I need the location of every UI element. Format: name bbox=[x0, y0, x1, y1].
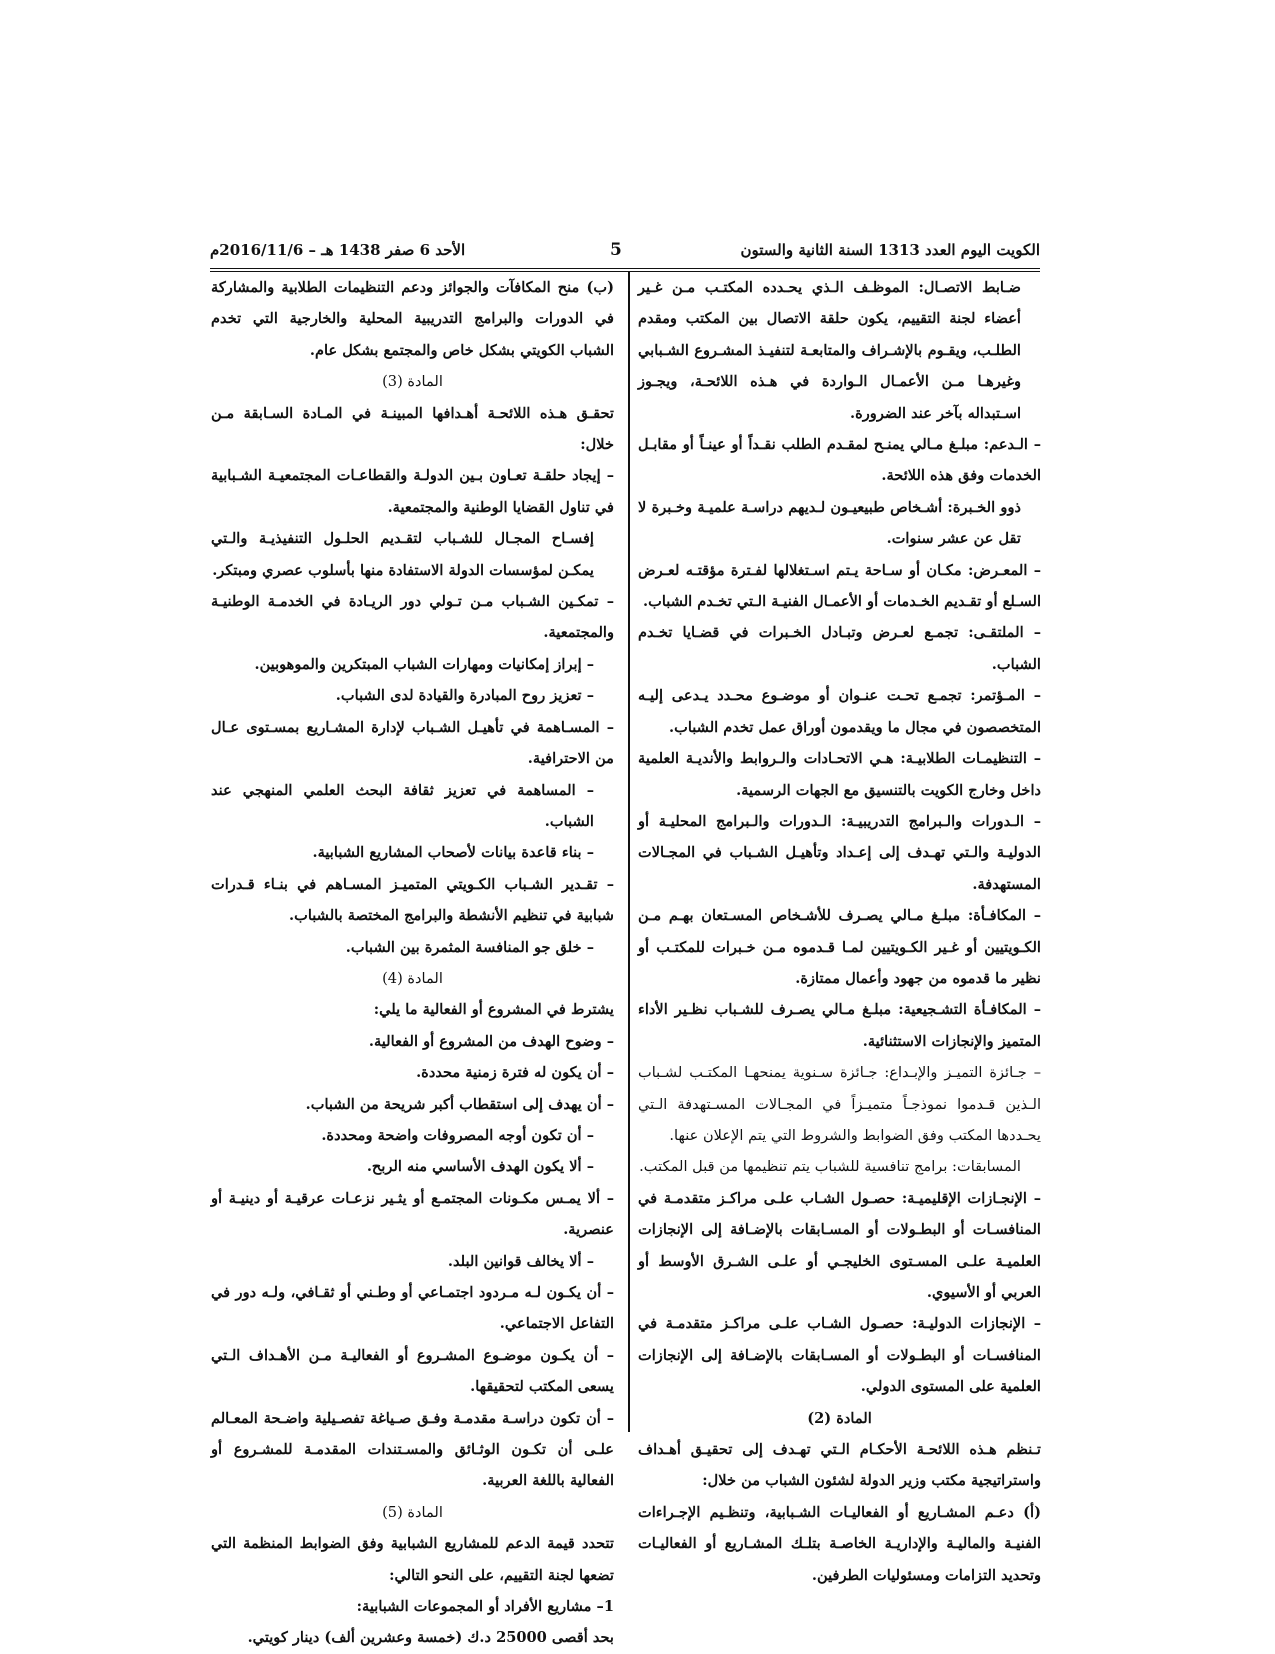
article-5-item: 1– مشاريع الأفراد أو المجموعات الشبابية: bbox=[356, 1598, 614, 1616]
definition-regional-achievements: – الإنجـازات الإقليميـة: حصـول الشـاب علـى مراكـز متقدمـة في المنافسـات أو البطـولات أو المسـابقات بالإضـافة إلى الإنجازات العلميـة علـى المسـتوى الخليجـي أو علـى الشـرق الأوسط أو العربي أو الأسيوي. bbox=[638, 1189, 1041, 1301]
article-4-item: – أن تكون دراسـة مقدمـة وفـق صـياغة تفصـيلية واضـحة المعـالم علـى أن تكـون الوثـائق والمسـتندات المقدمـة للمشـروع أو الفعالية باللغة العربية. bbox=[211, 1409, 614, 1490]
article-4-item: – أن يكون له فترة زمنية محددة. bbox=[416, 1064, 614, 1082]
article-4-item: – أن يكـون لـه مـردود اجتمـاعي أو وطـني أو ثقـافي، ولـه دور في التفاعل الاجتماعي. bbox=[211, 1284, 614, 1333]
definition-competitions: المسابقات: برامج تنافسية للشباب يتم تنظيمها من قبل المكتب. bbox=[639, 1158, 1021, 1176]
article-4-item: – أن يهدف إلى استقطاب أكبر شريحة من الشباب. bbox=[305, 1095, 614, 1113]
article-4-item: – وضوح الهدف من المشروع أو الفعالية. bbox=[368, 1032, 614, 1050]
article-3-item: – بناء قاعدة بيانات لأصحاب المشاريع الشبابية. bbox=[312, 844, 594, 862]
article-5-heading: المادة (5) bbox=[382, 1503, 443, 1521]
article-4-item: – ألا يكون الهدف الأساسي منه الربح. bbox=[366, 1158, 594, 1176]
article-2-item-b: (ب) منح المكافآت والجوائز ودعم التنظيمات الطلابية والمشاركة في الدورات والبرامج التدريبية المحلية والخارجية التي تخدم الشباب الكويتي بشكل خاص والمجتمع بشكل عام. bbox=[211, 279, 614, 359]
issue-info: الكويت اليوم العدد 1313 السنة الثانية والستون bbox=[740, 241, 1040, 259]
article-3-item: – إيجاد حلقـة تعـاون بـين الدولـة والقطاعـات المجتمعيـة الشـبابية في تناول القضايا الوطنية والمجتمعية. bbox=[211, 467, 614, 516]
article-3-item: – تمكـين الشـباب مـن تـولي دور الريـادة في الخدمـة الوطنيـة والمجتمعية. bbox=[211, 593, 614, 642]
left-column bbox=[211, 272, 614, 1654]
right-column bbox=[638, 272, 1041, 1591]
page-number: 5 bbox=[610, 240, 622, 260]
definition-forum: – الملتقـى: تجمـع لعـرض وتبـادل الخـبرات في قضـايا تخـدم الشباب. bbox=[638, 624, 1041, 673]
article-3-item: – تقـدير الشـباب الكـويتي المتميـز المسـاهم في بنـاء قـدرات شبابية في تنظيم الأنشطة والبرامج المختصة بالشباب. bbox=[211, 875, 614, 925]
definition-incentive-reward: – المكافـأة التشـجيعية: مبلـغ مـالي يصـرف للشـباب نظـير الأداء المتميز والإنجازات الاستثنائية. bbox=[638, 1001, 1041, 1050]
article-3-intro: تحقـق هـذه اللائحـة أهـدافها المبينـة في المـادة السـابقة مـن خلال: bbox=[211, 404, 614, 454]
article-4-item: – أن تكون أوجه المصروفات واضحة ومحددة. bbox=[321, 1126, 594, 1144]
article-3-item: – إبراز إمكانيات ومهارات الشباب المبتكرين والموهوبين. bbox=[254, 655, 594, 673]
article-3-item: – خلق جو المنافسة المثمرة بين الشباب. bbox=[345, 938, 594, 956]
page-header bbox=[210, 232, 1040, 268]
column-divider bbox=[628, 272, 630, 1432]
article-2-heading: المادة (2) bbox=[807, 1409, 872, 1427]
definition-support: – الـدعم: مبلـغ مـالي يمنـح لمقـدم الطلب نقـداً أو عينـاً أو مقابـل الخدمات وفق هذه اللائحة. bbox=[638, 436, 1041, 485]
article-4-item: – ألا يخالف قوانين البلد. bbox=[447, 1252, 594, 1270]
definition-conference: – المـؤتمر: تجمـع تحـت عنـوان أو موضـوع محـدد يـدعى إليـه المتخصصون في مجال ما ويقدمون أوراق عمل تخدم الشباب. bbox=[638, 687, 1041, 736]
article-2-intro: تـنظم هـذه اللائحـة الأحكـام الـتي تهـدف إلى تحقيـق أهـداف واستراتيجية مكتب وزير الدولة لشئون الشباب من خلال: bbox=[638, 1441, 1041, 1490]
article-5-intro: تتحدد قيمة الدعم للمشاريع الشبابية وفق الضوابط المنظمة التي تضعها لجنة التقييم، على النحو التالي: bbox=[211, 1535, 614, 1584]
definition-student-organizations: – التنظيمـات الطلابيـة: هـي الاتحـادات والـروابط والأنديـة العلمية داخل وخارج الكويت بالتنسيق مع الجهات الرسمية. bbox=[638, 750, 1041, 799]
article-4-heading: المادة (4) bbox=[382, 969, 443, 987]
article-2-item-a: (أ) دعـم المشـاريع أو الفعاليـات الشـبابية، وتنظـيم الإجـراءات الفنيـة والماليـة والإداريـة الخاصـة بتلـك المشـاريع أو الفعاليـات وتحديد التزامات ومسئوليات الطرفين. bbox=[638, 1503, 1041, 1584]
definition-exhibition: – المعـرض: مكـان أو سـاحة يـتم اسـتغلالها لفـترة مؤقتـه لعـرض السـلع أو تقـديم الخـدمات أو الأعمـال الفنيـة الـتي تخـدم الشباب. bbox=[638, 561, 1041, 611]
issue-date: الأحد 6 صفر 1438 هـ – 2016/11/6م bbox=[210, 241, 466, 259]
definition-experts: ذوو الخـبرة: أشـخاص طبيعيـون لـديهم دراسـة علميـة وخـبرة لا تقل عن عشر سنوات. bbox=[638, 498, 1021, 548]
article-4-item: – ألا يمـس مكـونات المجتمـع أو يثـير نزعـات عرقيـة أو دينيـة أو عنصرية. bbox=[211, 1189, 614, 1239]
definition-reward: – المكافـأة: مبلـغ مـالي يصـرف للأشـخاص المسـتعان بهـم مـن الكـويتيين أو غـير الكـويتيين لمـا قـدموه مـن خـبرات للمكتـب أو نظير ما قدموه من جهود وأعمال ممتازة. bbox=[638, 907, 1041, 987]
article-3-item: إفسـاح المجـال للشـباب لتقـديم الحلـول التنفيذيـة والـتي يمكـن لمؤسسات الدولة الاستفادة منها بأسلوب عصري ومبتكر. bbox=[211, 530, 594, 579]
article-5-limit: بحد أقصى 25000 د.ك (خمسة وعشرين ألف) دينار كويتي. bbox=[247, 1629, 614, 1647]
definition-liaison-officer: ضـابط الاتصـال: الموظـف الـذي يحـدده المكتـب مـن غـير أعضاء لجنة التقييم، يكون حلقة الاتصال بين المكتب ومقدم الطلـب، ويقـوم بالإشـراف والمتابعـة لتنفيـذ المشـروع الشـبابي وغيرهـا مـن الأعمـال الـواردة في هـذه اللائحـة، ويجـوز اسـتبداله بآخر عند الضرورة. bbox=[638, 279, 1021, 422]
article-3-item: – تعزيز روح المبادرة والقيادة لدى الشباب. bbox=[335, 687, 594, 705]
definition-international-achievements: – الإنجازات الدوليـة: حصـول الشـاب علـى مراكـز متقدمـة في المنافسـات أو البطـولات أو المسـابقات بالإضـافة إلى الإنجازات العلمية على المستوى الدولي. bbox=[638, 1315, 1041, 1396]
definition-training-courses: – الـدورات والـبرامج التدريبيـة: الـدورات والـبرامج المحليـة أو الدوليـة والـتي تهـدف إلى إعـداد وتأهيـل الشـباب في المجـالات المستهدفة. bbox=[638, 812, 1041, 893]
article-4-intro: يشترط في المشروع أو الفعالية ما يلي: bbox=[373, 1001, 614, 1019]
article-3-item: – المسـاهمة في تأهيـل الشـباب لإدارة المشـاريع بمسـتوى عـال من الاحترافية. bbox=[211, 718, 614, 768]
definition-excellence-award: – جـائزة التميـز والإبـداع: جـائزة سـنوية يمنحهـا المكتـب لشـباب الـذين قـدموا نموذجـاً متميـزاً في المجـالات المسـتهدفة الـتي يحـددها المكتب وفق الضوابط والشروط التي يتم الإعلان عنها. bbox=[638, 1064, 1041, 1144]
article-4-item: – أن يكـون موضـوع المشـروع أو الفعاليـة مـن الأهـداف الـتي يسعى المكتب لتحقيقها. bbox=[211, 1346, 614, 1396]
article-3-heading: المادة (3) bbox=[382, 373, 443, 391]
article-3-item: – المساهمة في تعزيز ثقافة البحث العلمي المنهجي عند الشباب. bbox=[211, 781, 594, 830]
